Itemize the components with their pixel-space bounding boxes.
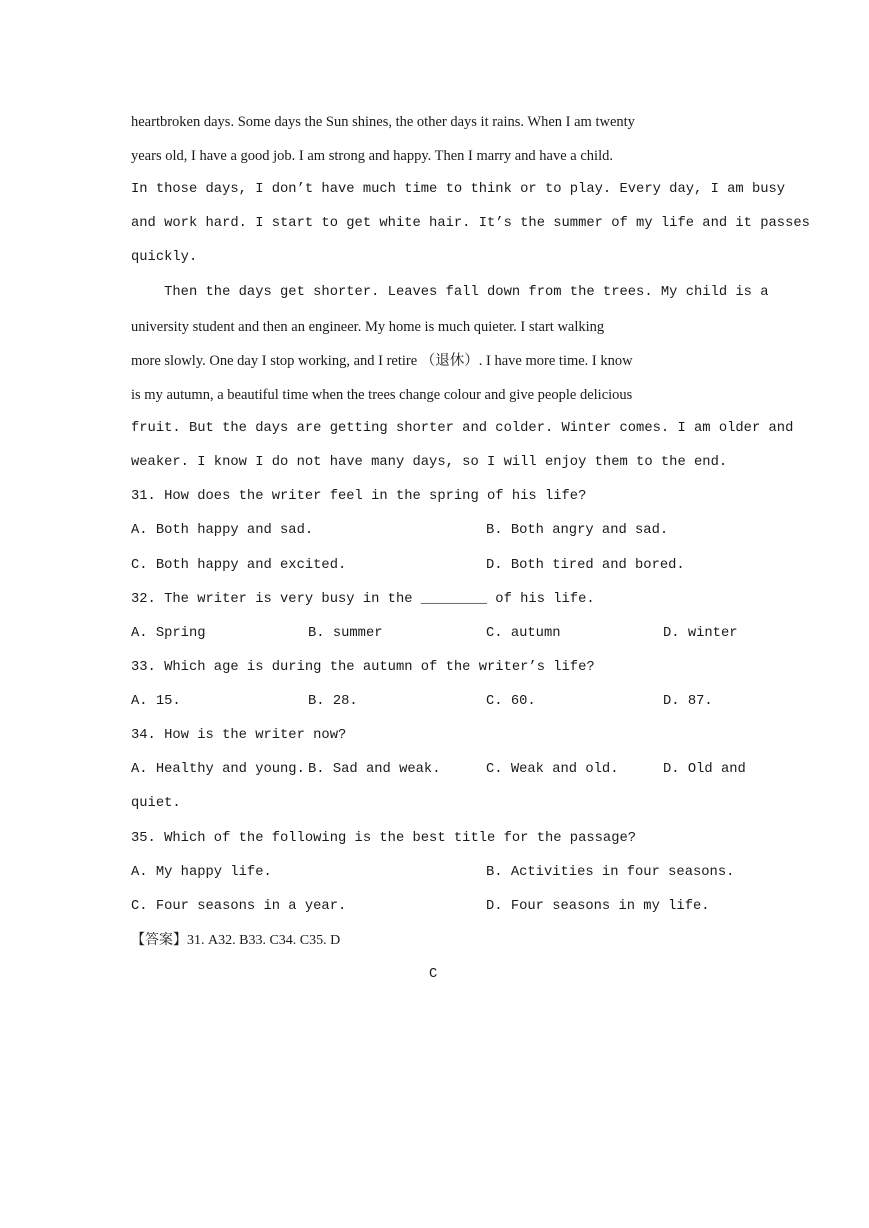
option-b: B. Sad and weak. [308, 762, 441, 777]
option-c: C. Four seasons in a year. [131, 899, 347, 914]
question-stem: 32. The writer is very busy in the ________ of his life. [131, 592, 595, 607]
option-d: D. Four seasons in my life. [486, 899, 710, 914]
option-a: A. 15. [131, 694, 181, 709]
option-a: A. Spring [131, 626, 206, 641]
question-stem: 31. How does the writer feel in the spring of his life? [131, 489, 587, 504]
option-c: C. Weak and old. [486, 762, 619, 777]
option-a: A. Both happy and sad. [131, 523, 314, 538]
option-c: C. Both happy and excited. [131, 558, 347, 573]
option-b: B. Both angry and sad. [486, 523, 669, 538]
passage-line: In those days, I don’t have much time to think or to play. Every day, I am busy [131, 182, 786, 197]
question-stem: 34. How is the writer now? [131, 728, 347, 743]
answer-trailing: C [429, 967, 438, 982]
passage-line: years old, I have a good job. I am strong and happy. Then I marry and have a child. [131, 148, 613, 164]
option-d: D. Both tired and bored. [486, 558, 685, 573]
passage-line: and work hard. I start to get white hair. It’s the summer of my life and it passes [131, 216, 810, 231]
passage-line: more slowly. One day I stop working, and I retire （退休）. I have more time. I know [131, 353, 633, 369]
option-c: C. autumn [486, 626, 561, 641]
option-b: B. summer [308, 626, 383, 641]
option-b: B. 28. [308, 694, 358, 709]
option-d: D. Old and [663, 762, 746, 777]
option-b: B. Activities in four seasons. [486, 865, 735, 880]
passage-line: Then the days get shorter. Leaves fall down from the trees. My child is a [131, 285, 769, 300]
passage-line: fruit. But the days are getting shorter and colder. Winter comes. I am older and [131, 421, 794, 436]
passage-line: weaker. I know I do not have many days, so I will enjoy them to the end. [131, 455, 728, 470]
option-a: A. Healthy and young. [131, 762, 305, 777]
question-stem: 35. Which of the following is the best title for the passage? [131, 831, 637, 846]
option-continuation: quiet. [131, 796, 181, 811]
option-d: D. winter [663, 626, 738, 641]
passage-line: university student and then an engineer. My home is much quieter. I start walking [131, 319, 605, 335]
answer-key: 【答案】31. A32. B33. C34. C35. D [131, 933, 341, 948]
passage-line: quickly. [131, 250, 198, 265]
option-c: C. 60. [486, 694, 536, 709]
question-stem: 33. Which age is during the autumn of the writer’s life? [131, 660, 595, 675]
passage-line: heartbroken days. Some days the Sun shines, the other days it rains. When I am twenty [131, 114, 635, 130]
option-a: A. My happy life. [131, 865, 272, 880]
option-d: D. 87. [663, 694, 713, 709]
passage-line: is my autumn, a beautiful time when the trees change colour and give people delicious [131, 387, 633, 403]
